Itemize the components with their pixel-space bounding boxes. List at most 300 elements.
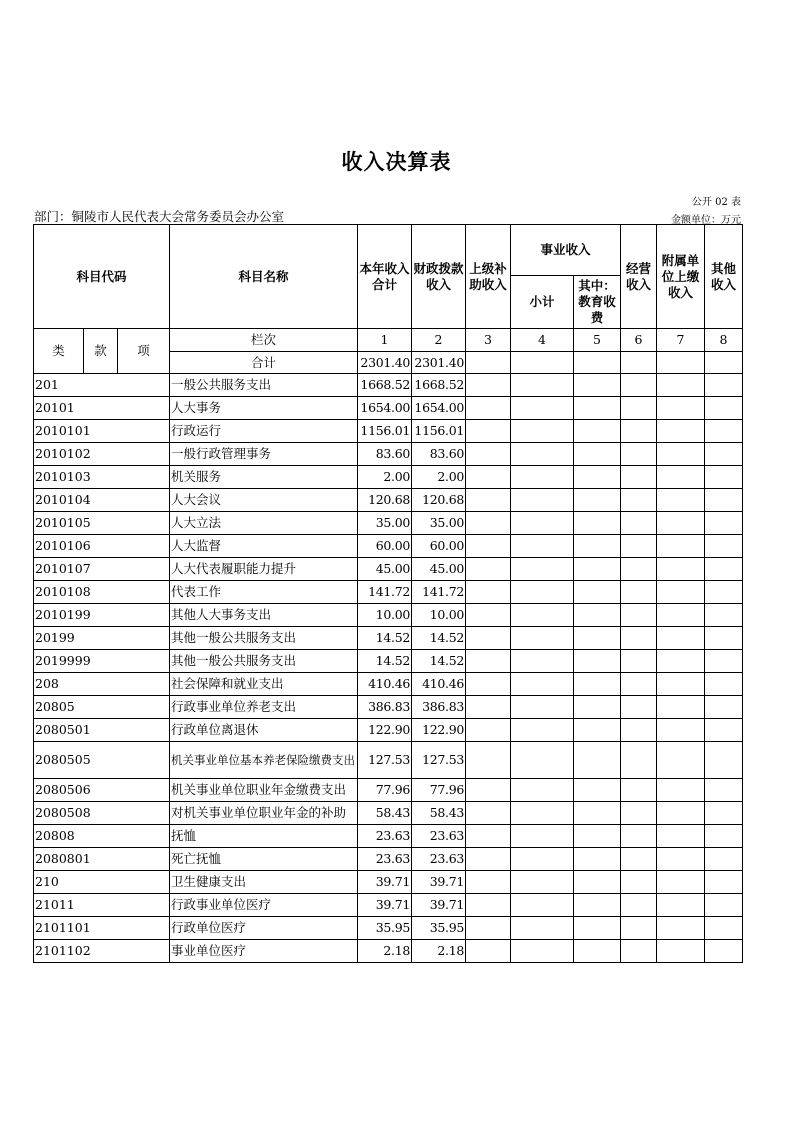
empty-cell <box>574 443 621 466</box>
empty-cell <box>621 848 657 871</box>
empty-cell <box>657 466 705 489</box>
empty-cell <box>621 397 657 420</box>
empty-cell <box>657 742 705 779</box>
row-code: 2101102 <box>34 940 170 963</box>
row-code: 201 <box>34 374 170 397</box>
row-name: 社会保障和就业支出 <box>170 673 358 696</box>
empty-cell <box>705 397 743 420</box>
empty-cell <box>511 466 574 489</box>
empty-cell <box>574 374 621 397</box>
row-fiscal: 127.53 <box>412 742 466 779</box>
empty-cell <box>466 742 511 779</box>
header-other-income: 其他收入 <box>705 225 743 329</box>
row-name: 行政事业单位医疗 <box>170 894 358 917</box>
header-subject-code: 科目代码 <box>34 225 170 329</box>
empty-cell <box>466 512 511 535</box>
row-fiscal: 2.00 <box>412 466 466 489</box>
table-row <box>34 894 743 917</box>
table-row <box>34 374 743 397</box>
row-code: 2080505 <box>34 742 170 779</box>
empty-cell <box>466 894 511 917</box>
table-row <box>34 489 743 512</box>
table-row <box>34 581 743 604</box>
empty-cell <box>511 397 574 420</box>
page-title: 收入决算表 <box>341 150 452 174</box>
empty-cell <box>511 627 574 650</box>
row-code: 20199 <box>34 627 170 650</box>
empty-cell <box>466 673 511 696</box>
empty-cell <box>657 489 705 512</box>
row-name: 抚恤 <box>170 825 358 848</box>
table-row <box>34 742 743 779</box>
empty-cell <box>511 604 574 627</box>
empty-cell <box>511 420 574 443</box>
row-code: 21011 <box>34 894 170 917</box>
row-name: 其他一般公共服务支出 <box>170 650 358 673</box>
row-fiscal: 60.00 <box>412 535 466 558</box>
empty-cell <box>705 696 743 719</box>
empty-cell <box>705 673 743 696</box>
row-annual: 127.53 <box>358 742 412 779</box>
row-name: 机关事业单位职业年金缴费支出 <box>170 779 358 802</box>
form-number: 公开 02 表 <box>691 197 741 208</box>
total-fiscal: 2301.40 <box>412 352 466 374</box>
empty-cell <box>574 802 621 825</box>
empty-cell <box>466 397 511 420</box>
empty-cell <box>466 604 511 627</box>
col-number: 7 <box>657 329 705 352</box>
row-name: 代表工作 <box>170 581 358 604</box>
empty-cell <box>574 604 621 627</box>
table-row <box>34 825 743 848</box>
header-operating-income: 经营收入 <box>621 225 657 329</box>
row-fiscal: 122.90 <box>412 719 466 742</box>
empty-cell <box>621 825 657 848</box>
empty-cell <box>705 848 743 871</box>
row-annual: 58.43 <box>358 802 412 825</box>
empty-cell <box>705 443 743 466</box>
empty-cell <box>657 512 705 535</box>
row-name: 一般公共服务支出 <box>170 374 358 397</box>
empty-cell <box>574 489 621 512</box>
empty-cell <box>621 512 657 535</box>
row-name: 一般行政管理事务 <box>170 443 358 466</box>
row-code: 2080801 <box>34 848 170 871</box>
empty-cell <box>574 535 621 558</box>
row-name: 其他一般公共服务支出 <box>170 627 358 650</box>
empty-cell <box>466 650 511 673</box>
row-name: 其他人大事务支出 <box>170 604 358 627</box>
empty-cell <box>621 894 657 917</box>
table-row <box>34 802 743 825</box>
row-annual: 120.68 <box>358 489 412 512</box>
row-annual: 1654.00 <box>358 397 412 420</box>
row-annual: 2.00 <box>358 466 412 489</box>
row-annual: 60.00 <box>358 535 412 558</box>
row-annual: 2.18 <box>358 940 412 963</box>
empty-cell <box>511 512 574 535</box>
row-name: 死亡抚恤 <box>170 848 358 871</box>
table-row <box>34 719 743 742</box>
empty-cell <box>621 719 657 742</box>
row-fiscal: 35.00 <box>412 512 466 535</box>
table-row <box>34 512 743 535</box>
row-annual: 141.72 <box>358 581 412 604</box>
empty-cell <box>466 802 511 825</box>
row-name: 人大立法 <box>170 512 358 535</box>
empty-cell <box>574 627 621 650</box>
empty-cell <box>657 825 705 848</box>
header-education-fees: 其中：教育收费 <box>574 276 621 329</box>
empty-cell <box>511 696 574 719</box>
header-superior-subsidy: 上级补助收入 <box>466 225 511 329</box>
empty-cell <box>621 779 657 802</box>
empty-cell <box>657 696 705 719</box>
empty-cell <box>657 940 705 963</box>
table-row <box>34 466 743 489</box>
row-fiscal: 39.71 <box>412 871 466 894</box>
row-fiscal: 410.46 <box>412 673 466 696</box>
row-name: 行政单位离退休 <box>170 719 358 742</box>
row-name: 人大事务 <box>170 397 358 420</box>
empty-cell <box>511 374 574 397</box>
total-label: 合计 <box>170 352 358 374</box>
empty-cell <box>621 535 657 558</box>
row-fiscal: 45.00 <box>412 558 466 581</box>
row-annual: 14.52 <box>358 650 412 673</box>
row-fiscal: 14.52 <box>412 650 466 673</box>
row-code: 20805 <box>34 696 170 719</box>
row-fiscal: 83.60 <box>412 443 466 466</box>
empty-cell <box>574 719 621 742</box>
department-label: 部门：铜陵市人民代表大会常务委员会办公室 <box>34 209 285 224</box>
row-fiscal: 35.95 <box>412 917 466 940</box>
table-row <box>34 650 743 673</box>
row-code: 2101101 <box>34 917 170 940</box>
empty-cell <box>466 825 511 848</box>
empty-cell <box>511 802 574 825</box>
row-fiscal: 386.83 <box>412 696 466 719</box>
row-code: 2080506 <box>34 779 170 802</box>
row-annual: 410.46 <box>358 673 412 696</box>
table-row <box>34 397 743 420</box>
empty-cell <box>511 558 574 581</box>
header-class: 类 <box>34 329 84 374</box>
empty-cell <box>657 420 705 443</box>
empty-cell <box>705 581 743 604</box>
empty-cell <box>621 558 657 581</box>
empty-cell <box>466 374 511 397</box>
row-code: 2010102 <box>34 443 170 466</box>
table-row <box>34 871 743 894</box>
empty-cell <box>657 374 705 397</box>
empty-cell <box>511 581 574 604</box>
empty-cell <box>657 558 705 581</box>
empty-cell <box>574 825 621 848</box>
empty-cell <box>621 581 657 604</box>
empty-cell <box>705 742 743 779</box>
row-fiscal: 10.00 <box>412 604 466 627</box>
row-annual: 14.52 <box>358 627 412 650</box>
empty-cell <box>511 871 574 894</box>
table-row <box>34 535 743 558</box>
row-annual: 39.71 <box>358 871 412 894</box>
header-section: 款 <box>84 329 118 374</box>
income-statement-table <box>33 224 743 963</box>
row-code: 2010104 <box>34 489 170 512</box>
row-annual: 35.00 <box>358 512 412 535</box>
col-number: 2 <box>412 329 466 352</box>
empty-cell <box>574 894 621 917</box>
row-code: 20101 <box>34 397 170 420</box>
table-row <box>34 779 743 802</box>
empty-cell <box>466 466 511 489</box>
empty-cell <box>466 627 511 650</box>
col-number: 3 <box>466 329 511 352</box>
empty-cell <box>511 825 574 848</box>
row-annual: 1156.01 <box>358 420 412 443</box>
empty-cell <box>705 374 743 397</box>
row-fiscal: 1654.00 <box>412 397 466 420</box>
empty-cell <box>511 742 574 779</box>
empty-cell <box>657 604 705 627</box>
empty-cell <box>574 512 621 535</box>
empty-cell <box>705 871 743 894</box>
empty-cell <box>511 443 574 466</box>
row-code: 2080501 <box>34 719 170 742</box>
row-fiscal: 23.63 <box>412 825 466 848</box>
row-code: 2010108 <box>34 581 170 604</box>
empty-cell <box>511 779 574 802</box>
row-code: 2019999 <box>34 650 170 673</box>
empty-cell <box>657 397 705 420</box>
row-code: 2010199 <box>34 604 170 627</box>
row-name: 人大监督 <box>170 535 358 558</box>
empty-cell <box>621 489 657 512</box>
row-name: 机关事业单位基本养老保险缴费支出 <box>170 742 358 779</box>
empty-cell <box>657 535 705 558</box>
row-annual: 45.00 <box>358 558 412 581</box>
empty-cell <box>657 871 705 894</box>
empty-cell <box>657 673 705 696</box>
row-annual: 39.71 <box>358 894 412 917</box>
table-row <box>34 604 743 627</box>
empty-cell <box>466 581 511 604</box>
empty-cell <box>657 802 705 825</box>
col-number: 5 <box>574 329 621 352</box>
empty-cell <box>705 489 743 512</box>
row-name: 对机关事业单位职业年金的补助 <box>170 802 358 825</box>
table-row <box>34 940 743 963</box>
header-item: 项 <box>118 329 170 374</box>
empty-cell <box>511 535 574 558</box>
row-name: 机关服务 <box>170 466 358 489</box>
empty-cell <box>657 627 705 650</box>
row-name: 卫生健康支出 <box>170 871 358 894</box>
empty-cell <box>466 917 511 940</box>
empty-cell <box>705 917 743 940</box>
empty-cell <box>511 940 574 963</box>
empty-cell <box>621 742 657 779</box>
empty-cell <box>621 627 657 650</box>
row-annual: 77.96 <box>358 779 412 802</box>
empty-cell <box>511 650 574 673</box>
row-annual: 23.63 <box>358 848 412 871</box>
empty-cell <box>574 397 621 420</box>
empty-cell <box>511 917 574 940</box>
row-code: 2010106 <box>34 535 170 558</box>
empty-cell <box>705 535 743 558</box>
table-row <box>34 443 743 466</box>
row-name: 事业单位医疗 <box>170 940 358 963</box>
header-fiscal-allocation: 财政拨款收入 <box>412 225 466 329</box>
empty-cell <box>657 894 705 917</box>
empty-cell <box>466 489 511 512</box>
empty-cell <box>466 940 511 963</box>
header-annual-income-total: 本年收入合计 <box>358 225 412 329</box>
table-row <box>34 627 743 650</box>
row-code: 20808 <box>34 825 170 848</box>
table-row <box>34 848 743 871</box>
row-name: 行政运行 <box>170 420 358 443</box>
row-name: 行政事业单位养老支出 <box>170 696 358 719</box>
amount-unit: 金额单位：万元 <box>671 215 741 226</box>
row-annual: 83.60 <box>358 443 412 466</box>
empty-cell <box>705 420 743 443</box>
empty-cell <box>466 848 511 871</box>
row-code: 2080508 <box>34 802 170 825</box>
empty-cell <box>621 443 657 466</box>
empty-cell <box>657 581 705 604</box>
col-number: 4 <box>511 329 574 352</box>
empty-cell <box>574 848 621 871</box>
total-annual: 2301.40 <box>358 352 412 374</box>
empty-cell <box>466 696 511 719</box>
header-business-income: 事业收入 <box>511 225 621 276</box>
row-fiscal: 120.68 <box>412 489 466 512</box>
empty-cell <box>621 604 657 627</box>
empty-cell <box>705 719 743 742</box>
table-row <box>34 420 743 443</box>
table-row <box>34 917 743 940</box>
empty-cell <box>621 466 657 489</box>
row-name: 人大代表履职能力提升 <box>170 558 358 581</box>
row-fiscal: 58.43 <box>412 802 466 825</box>
row-annual: 1668.52 <box>358 374 412 397</box>
empty-cell <box>511 673 574 696</box>
empty-cell <box>574 673 621 696</box>
empty-cell <box>574 650 621 673</box>
empty-cell <box>705 604 743 627</box>
row-fiscal: 141.72 <box>412 581 466 604</box>
empty-cell <box>621 673 657 696</box>
empty-cell <box>466 535 511 558</box>
empty-cell <box>574 779 621 802</box>
col-number: 6 <box>621 329 657 352</box>
row-code: 210 <box>34 871 170 894</box>
empty-cell <box>574 871 621 894</box>
empty-cell <box>705 466 743 489</box>
row-code: 208 <box>34 673 170 696</box>
empty-cell <box>657 443 705 466</box>
col-number: 1 <box>358 329 412 352</box>
empty-cell <box>621 420 657 443</box>
empty-cell <box>511 894 574 917</box>
empty-cell <box>574 466 621 489</box>
empty-cell <box>466 871 511 894</box>
row-fiscal: 14.52 <box>412 627 466 650</box>
row-annual: 23.63 <box>358 825 412 848</box>
empty-cell <box>705 779 743 802</box>
empty-cell <box>466 719 511 742</box>
empty-cell <box>511 719 574 742</box>
empty-cell <box>705 558 743 581</box>
empty-cell <box>705 825 743 848</box>
row-annual: 35.95 <box>358 917 412 940</box>
empty-cell <box>466 443 511 466</box>
header-affiliated-turnover: 附属单位上缴收入 <box>657 225 705 329</box>
header-subject-name: 科目名称 <box>170 225 358 329</box>
row-annual: 122.90 <box>358 719 412 742</box>
row-name: 行政单位医疗 <box>170 917 358 940</box>
empty-cell <box>621 374 657 397</box>
empty-cell <box>511 848 574 871</box>
empty-cell <box>621 802 657 825</box>
empty-cell <box>574 917 621 940</box>
empty-cell <box>657 917 705 940</box>
empty-cell <box>705 940 743 963</box>
empty-cell <box>657 848 705 871</box>
row-code: 2010103 <box>34 466 170 489</box>
empty-cell <box>621 650 657 673</box>
row-name: 人大会议 <box>170 489 358 512</box>
empty-cell <box>574 581 621 604</box>
empty-cell <box>705 650 743 673</box>
row-fiscal: 23.63 <box>412 848 466 871</box>
empty-cell <box>574 696 621 719</box>
row-fiscal: 2.18 <box>412 940 466 963</box>
col-number: 8 <box>705 329 743 352</box>
row-fiscal: 1668.52 <box>412 374 466 397</box>
empty-cell <box>574 940 621 963</box>
empty-cell <box>621 696 657 719</box>
empty-cell <box>621 871 657 894</box>
row-fiscal: 1156.01 <box>412 420 466 443</box>
row-fiscal: 39.71 <box>412 894 466 917</box>
empty-cell <box>621 940 657 963</box>
row-fiscal: 77.96 <box>412 779 466 802</box>
row-annual: 10.00 <box>358 604 412 627</box>
empty-cell <box>466 420 511 443</box>
header-column-index: 栏次 <box>170 329 358 352</box>
table-row <box>34 696 743 719</box>
empty-cell <box>705 894 743 917</box>
header-subtotal: 小计 <box>511 276 574 329</box>
empty-cell <box>657 719 705 742</box>
empty-cell <box>657 779 705 802</box>
empty-cell <box>705 802 743 825</box>
empty-cell <box>657 650 705 673</box>
empty-cell <box>574 558 621 581</box>
empty-cell <box>574 742 621 779</box>
table-row <box>34 558 743 581</box>
empty-cell <box>574 420 621 443</box>
row-code: 2010107 <box>34 558 170 581</box>
empty-cell <box>621 917 657 940</box>
row-code: 2010105 <box>34 512 170 535</box>
empty-cell <box>511 489 574 512</box>
row-annual: 386.83 <box>358 696 412 719</box>
